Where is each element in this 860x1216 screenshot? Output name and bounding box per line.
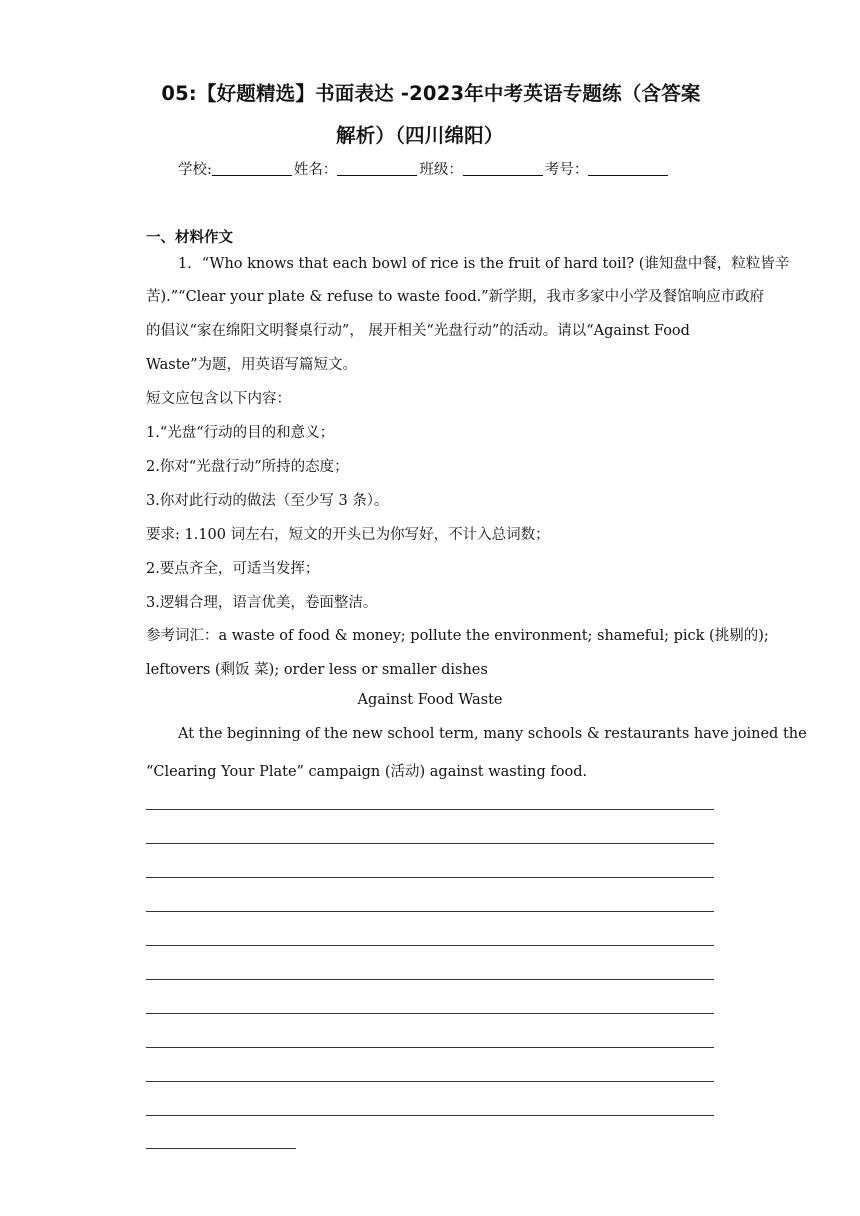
prompt-line: 1.“光盘“行动的目的和意义； [146,425,335,441]
name-label: 姓名： [293,162,338,178]
writing-line[interactable] [146,877,714,878]
prompt-line: 要求: 1.100 词左右，短文的开头已为你写好，不计入总词数； [146,527,550,543]
prompt-line: 3.你对此行动的做法（至少写 3 条）。 [146,493,389,509]
prompt-line: 短文应包含以下内容： [146,391,291,407]
prompt-line: 2.要点齐全，可适当发挥； [146,561,320,577]
prompt-line: leftovers (剩饭 菜); order less or smaller dishes [146,662,488,678]
writing-line[interactable] [146,809,714,810]
essay-opening-line: At the beginning of the new school term, many schools & restaurants have joined the [178,726,807,742]
essay-opening-line: “Clearing Your Plate” campaign (活动) against wasting food. [146,764,588,780]
student-info-row [178,158,670,179]
writing-line[interactable] [146,911,714,912]
class-blank[interactable] [463,158,543,176]
writing-line[interactable] [146,1013,714,1014]
school-label: 学校: [178,162,212,178]
document-title-line-2: 解析）（四川绵阳） [336,124,504,147]
prompt-line: 的倡议“家在绵阳文明餐桌行动”， 展开相关“光盘行动”的活动。请以“Against Food [146,323,690,339]
prompt-line: 参考词汇：a waste of food & money; pollute the environment; shameful; pick (挑剔的); [146,628,769,644]
prompt-line: Waste”为题，用英语写篇短文。 [146,357,358,373]
writing-line[interactable] [146,945,714,946]
prompt-line: 2.你对“光盘行动”所持的态度； [146,459,349,475]
essay-title: Against Food Waste [357,692,503,708]
prompt-line: 3.逻辑合理，语言优美，卷面整洁。 [146,595,378,611]
prompt-line: 1．“Who knows that each bowl of rice is the fruit of hard toil? (谁知盘中餐，粒粒皆辛 [178,256,790,272]
writing-line[interactable] [146,1115,714,1116]
writing-line[interactable] [146,979,714,980]
writing-line[interactable] [146,1081,714,1082]
writing-line-end[interactable] [146,1148,296,1149]
prompt-line: 苦).”“Clear your plate & refuse to waste food.”新学期，我市多家中小学及餐馆响应市政府 [146,289,765,305]
exam-number-label: 考号： [544,162,589,178]
document-title-line-1: 05:【好题精选】书面表达 -2023年中考英语专题练（含答案 [161,82,701,105]
name-blank[interactable] [337,158,417,176]
writing-line[interactable] [146,1047,714,1048]
class-label: 班级： [419,162,463,178]
exam-number-blank[interactable] [588,158,668,176]
section-heading: 一、材料作文 [146,230,233,246]
school-blank[interactable] [212,158,292,176]
writing-line[interactable] [146,843,714,844]
